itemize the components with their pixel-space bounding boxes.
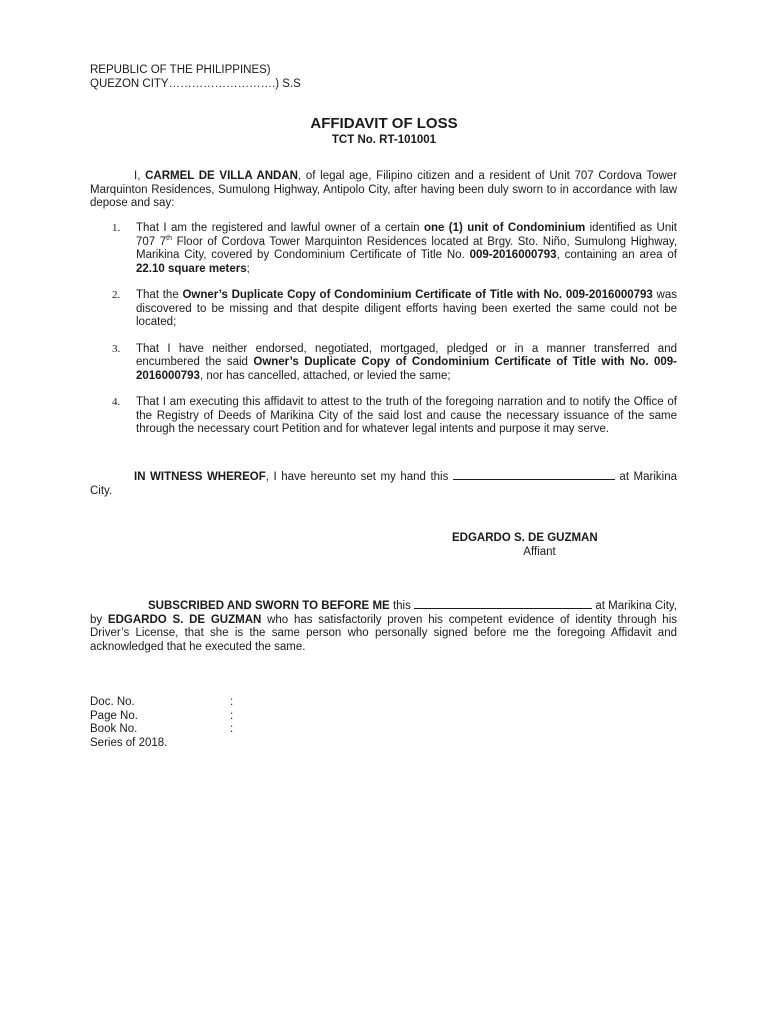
- doc-no-row: Doc. No. :: [90, 696, 234, 708]
- statement-item: [90, 222, 677, 276]
- statement-text: That I am executing this affidavit to attest to the truth of the foregoing narration and to notify the Office of the Registry of Deeds of Marikina City of the said lost and cause the necessary issuance of the same through the necessary court Petition and for whatever legal intents and purpose it may serve.: [136, 396, 677, 435]
- statement-number: 2.: [112, 289, 121, 301]
- statement-item: [90, 289, 677, 330]
- tct-number: TCT No. RT-101001: [331, 134, 437, 146]
- date-blank-line: [414, 597, 592, 609]
- date-blank-line: [453, 468, 615, 480]
- statement-number: 3.: [112, 342, 121, 355]
- intro-text: , of legal age, Filipino citizen and a resident of Unit 707 Cordova Tower Marquinton Residences, Sumulong Highway, Antipolo City, after having been duly sworn to in accordance with law depose and say:: [90, 170, 677, 209]
- page-no-row: Page No. :: [90, 709, 234, 722]
- notarial-register: [90, 696, 233, 750]
- statement-number: 4.: [112, 396, 121, 408]
- affiant-name-jurat: EDGARDO S. DE GUZMAN: [107, 613, 262, 626]
- statement-text: That the Owner’s Duplicate Copy of Condominium Certificate of Title with No. 009-2016000793 was discovered to be missing and that despite diligent efforts having been exerted the same could not be located;: [136, 289, 678, 328]
- statement-text: That I have neither endorsed, negotiated, mortgaged, pledged or in a manner transferred and encumbered the said Owner’s Duplicate Copy of Condominium Certificate of Title with No. 009-2016000793, nor has cancelled, attached, or levied the same;: [136, 342, 677, 382]
- affiant-name-intro: CARMEL DE VILLA ANDAN: [145, 170, 298, 182]
- jurat-paragraph: SUBSCRIBED AND SWORN TO BEFORE ME this at Marikina City, by EDGARDO S. DE GUZMAN who has satisfactorily proven his competent evidence of identity through his Driver’s License, that she is the same person who personally signed before me the foregoing Affidavit and acknowledged that he executed the same.: [90, 597, 677, 654]
- witness-clause: IN WITNESS WHEREOF, I have hereunto set my hand this at Marikina City.: [90, 468, 677, 498]
- venue-line-republic: REPUBLIC OF THE PHILIPPINES): [90, 64, 271, 76]
- book-no-row: Book No. :: [90, 723, 234, 735]
- intro-text: I,: [134, 170, 146, 182]
- jurat-heading: SUBSCRIBED AND SWORN TO BEFORE ME: [148, 600, 390, 612]
- series-row: Series of 2018.: [90, 736, 168, 749]
- statement-number: 1.: [112, 222, 121, 234]
- witness-heading: IN WITNESS WHEREOF: [134, 471, 266, 483]
- intro-paragraph: [90, 170, 677, 211]
- venue-line-city: QUEZON CITY……………………….) S.S: [90, 77, 301, 90]
- affiant-signature-name: EDGARDO S. DE GUZMAN: [452, 532, 598, 544]
- numbered-statements: [90, 222, 677, 450]
- affiant-label: Affiant: [523, 546, 556, 558]
- statement-text: That I am the registered and lawful owner of a certain one (1) unit of Condominium identified as Unit 707 7th Floor of Cordova Tower Marquinton Residences located at Brgy. Sto. Niño, Sumulong Highway, Marikina City, covered by Condominium Certificate of Title No. 009-2016000793, containing an area of 22.10 square meters;: [136, 222, 678, 275]
- document-title: AFFIDAVIT OF LOSS: [310, 115, 458, 132]
- statement-item: [90, 343, 677, 384]
- venue-block: [90, 64, 301, 91]
- statement-item: [90, 396, 677, 437]
